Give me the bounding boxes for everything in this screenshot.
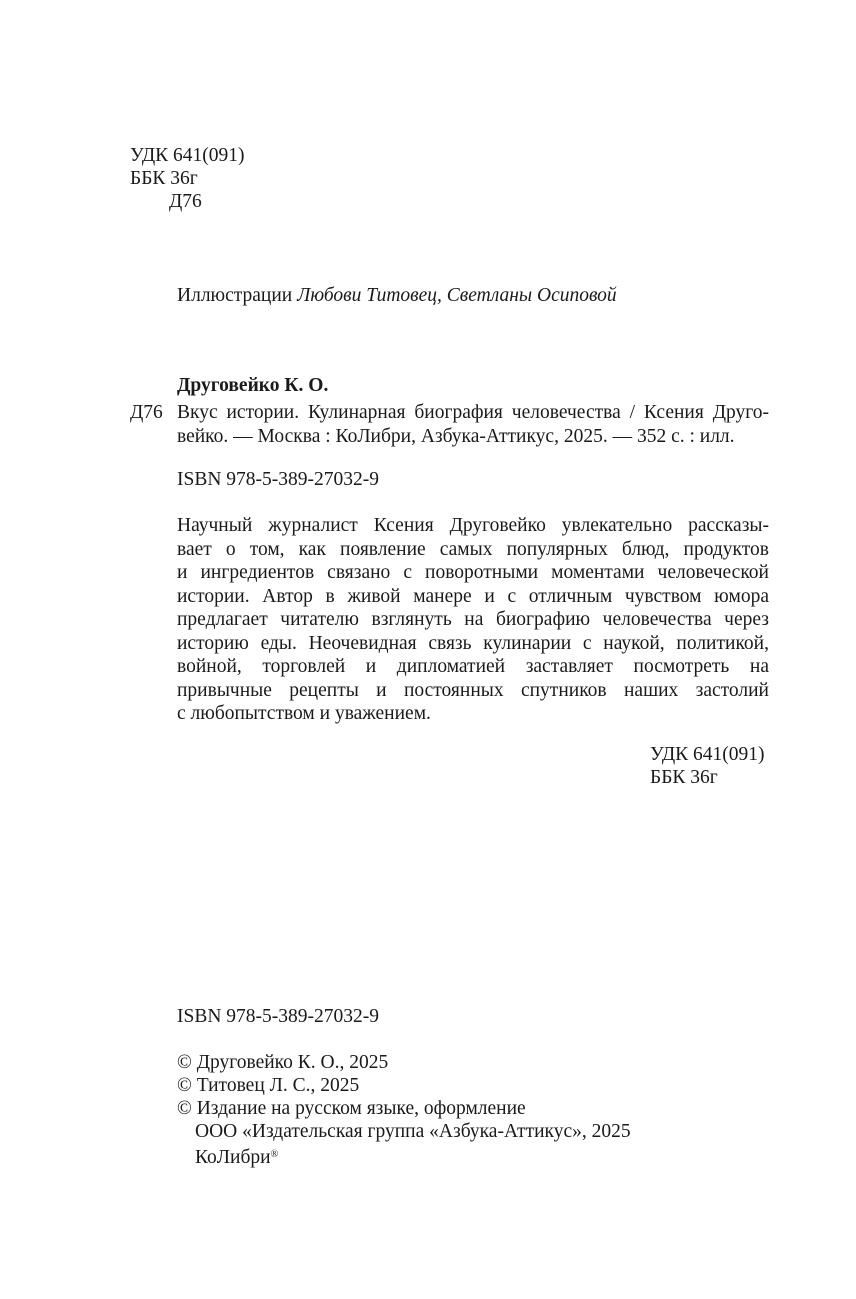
annotation-line: предлагает читателю взглянуть на биографию человечества через: [177, 609, 769, 630]
annotation-line: вает о том, как появление самых популярных блюд, продуктов: [177, 538, 769, 560]
bbk-code: ББК 36г: [130, 168, 198, 189]
illustrations-label: Иллюстрации: [177, 285, 293, 306]
catalog-author-mark: Д76: [130, 402, 163, 423]
catalog-isbn: ISBN 978-5-389-27032-9: [177, 469, 380, 490]
udk-code: УДК 641(091): [130, 145, 245, 166]
catalog-description-line: Вкус истории. Кулинарная биография человечества / Ксения Друго-: [177, 402, 769, 423]
annotation-line: войной, торговлей и дипломатией заставляет посмотреть на: [177, 656, 769, 677]
registered-mark: ®: [270, 1149, 279, 1160]
copyright-line: ООО «Издательская группа «Азбука-Аттикус», 2025: [195, 1121, 631, 1142]
annotation-line: с любопытством и уважением.: [177, 703, 431, 724]
catalog-description-line: вейко. — Москва : КоЛибри, Азбука-Аттикус, 2025. — 352 с. : илл.: [177, 426, 735, 447]
annotation-line: истории. Автор в живой манере и с отличным чувством юмора: [177, 585, 769, 607]
copyright-line: © Издание на русском языке, оформление: [177, 1098, 526, 1119]
illustrations-credit: [177, 284, 617, 308]
footer-isbn: ISBN 978-5-389-27032-9: [177, 1006, 380, 1027]
copyright-publisher-brand: [195, 1143, 278, 1170]
copyright-line: © Титовец Л. С., 2025: [177, 1075, 360, 1096]
author-mark: Д76: [169, 191, 202, 212]
copyright-line: © Друговейко К. О., 2025: [177, 1052, 389, 1073]
annotation-line: привычные рецепты и постоянных спутников наших застолий: [177, 679, 769, 701]
brand-name: КоЛибри: [195, 1147, 271, 1168]
annotation-line: историю еды. Неочевидная связь кулинарии с наукой, политикой,: [177, 632, 769, 654]
bottom-udk-code: УДК 641(091): [650, 744, 765, 765]
annotation-line: Научный журналист Ксения Друговейко увлекательно рассказы-: [177, 515, 769, 536]
illustrations-artists: Любови Титовец, Светланы Осиповой: [297, 285, 617, 306]
catalog-author: Друговейко К. О.: [177, 375, 329, 396]
annotation-line: и ингредиентов связано с поворотными моментами человеческой: [177, 562, 769, 583]
bottom-bbk-code: ББК 36г: [650, 767, 718, 788]
